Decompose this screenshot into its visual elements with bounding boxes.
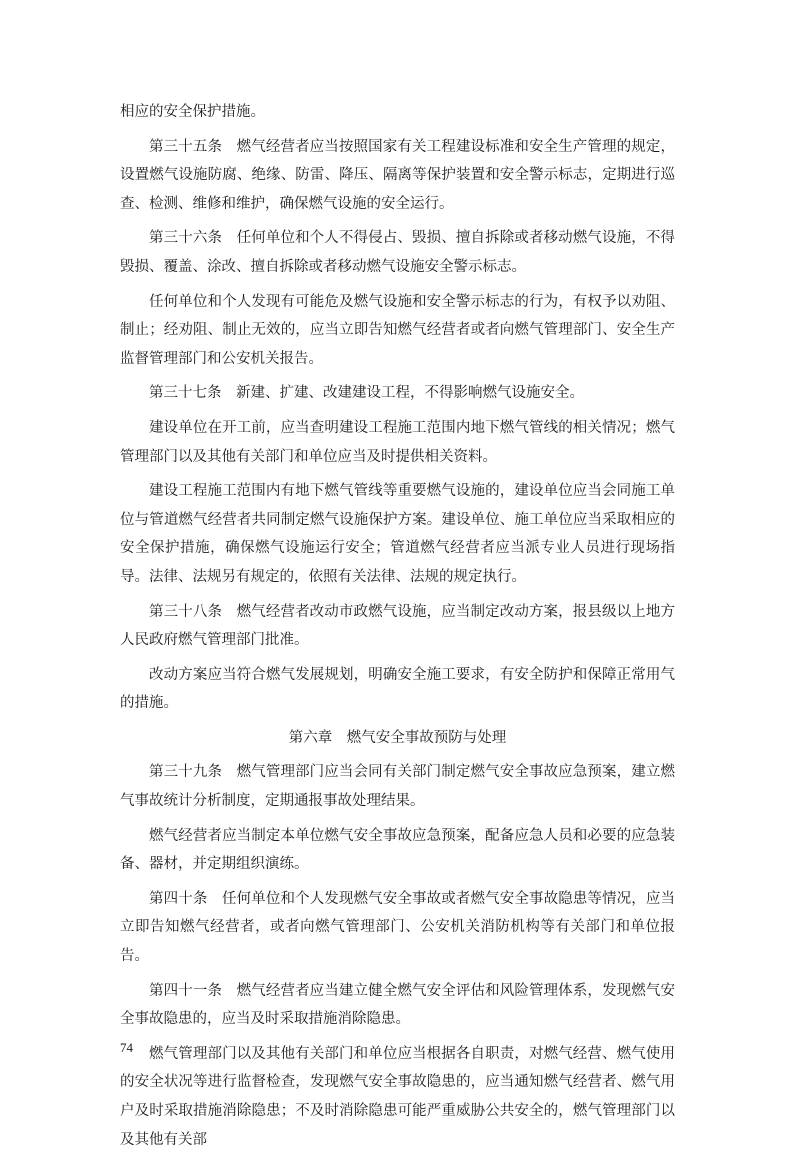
paragraph-text: 燃气管理部门应当会同有关部门制定燃气安全事故应急预案，建立燃气事故统计分析制度，定期通报事故处理结果。: [120, 764, 676, 810]
article-number: 第三十六条: [149, 230, 223, 247]
paragraph-text: 任何单位和个人不得侵占、毁损、擅自拆除或者移动燃气设施，不得毁损、覆盖、涂改、擅自拆除或者移动燃气设施安全警示标志。: [120, 230, 676, 275]
paragraph-text: 新建、扩建、改建建设工程，不得影响燃气设施安全。: [236, 385, 584, 402]
paragraph-text: 燃气经营者应当制定本单位燃气安全事故应急预案，配备应急人员和必要的应急装备、器材，并定期组织演练。: [120, 827, 675, 873]
paragraph: [120, 98, 675, 127]
article-number: 第四十一条: [149, 982, 223, 999]
document-body: [120, 98, 675, 1160]
article-number: 第三十七条: [149, 385, 222, 402]
paragraph-text: 相应的安全保护措施。: [120, 104, 265, 120]
paragraph: [120, 133, 675, 219]
paragraph-text: 改动方案应当符合燃气发展规划，明确安全施工要求，有安全防护和保障正常用气的措施。: [120, 666, 675, 712]
paragraph-text: 任何单位和个人发现有可能危及燃气设施和安全警示标志的行为，有权予以劝阻、制止；经劝阻、制止无效的，应当立即告知燃气经营者或者向燃气管理部门、安全生产监督管理部门和公安机关报告。: [120, 293, 675, 367]
paragraph: [120, 822, 675, 879]
paragraph: [120, 414, 675, 471]
paragraph: [120, 977, 675, 1034]
paragraph-text: 建设工程施工范围内有地下燃气管线等重要燃气设施的，建设单位应当会同施工单位与管道燃气经营者共同制定燃气设施保护方案。建设单位、施工单位应当采取相应的安全保护措施，确保燃气设施运行安全；管道燃气经营者应当派专业人员进行现场指导。法律、法规另有规定的，依照有关法律、法规的规定执行。: [120, 483, 675, 585]
paragraph: [120, 379, 675, 408]
paragraph: [120, 598, 675, 655]
paragraph-text: 任何单位和个人发现燃气安全事故或者燃气安全事故隐患等情况，应当立即告知燃气经营者，或者向燃气管理部门、公安机关消防机构等有关部门和单位报告。: [120, 890, 676, 965]
paragraph: [120, 477, 675, 591]
paragraph: [120, 224, 675, 281]
chapter-heading: 第六章 燃气安全事故预防与处理: [288, 729, 507, 746]
paragraph: [120, 661, 675, 718]
paragraph: [120, 288, 675, 374]
paragraph-text: 燃气经营者改动市政燃气设施，应当制定改动方案，报县级以上地方人民政府燃气管理部门批准。: [120, 603, 676, 649]
paragraph: [120, 885, 675, 971]
paragraph: [120, 758, 675, 815]
article-number: 第三十九条: [149, 764, 223, 781]
article-number: 第四十条: [149, 890, 208, 907]
paragraph-text: 燃气管理部门以及其他有关部门和单位应当根据各自职责，对燃气经营、燃气使用的安全状况等进行监督检查，发现燃气安全事故隐患的，应当通知燃气经营者、燃气用户及时采取措施消除隐患；不及时消除隐患可能严重威胁公共安全的，燃气管理部门以及其他有关部: [120, 1045, 675, 1148]
paragraph-text: 燃气经营者应当按照国家有关工程建设标准和安全生产管理的规定，设置燃气设施防腐、绝缘、防雷、降压、隔离等保护装置和安全警示标志，定期进行巡查、检测、维修和维护，确保燃气设施的安全运行。: [120, 138, 676, 212]
page-number: 74: [120, 1040, 133, 1055]
paragraph-text: 燃气经营者应当建立健全燃气安全评估和风险管理体系，发现燃气安全事故隐患的，应当及时采取措施消除隐患。: [120, 982, 676, 1028]
article-number: 第三十五条: [149, 138, 223, 155]
paragraph-text: 建设单位在开工前，应当查明建设工程施工范围内地下燃气管线的相关情况；燃气管理部门以及其他有关部门和单位应当及时提供相关资料。: [120, 419, 675, 465]
article-number: 第三十八条: [149, 603, 223, 620]
paragraph: [120, 1040, 675, 1154]
